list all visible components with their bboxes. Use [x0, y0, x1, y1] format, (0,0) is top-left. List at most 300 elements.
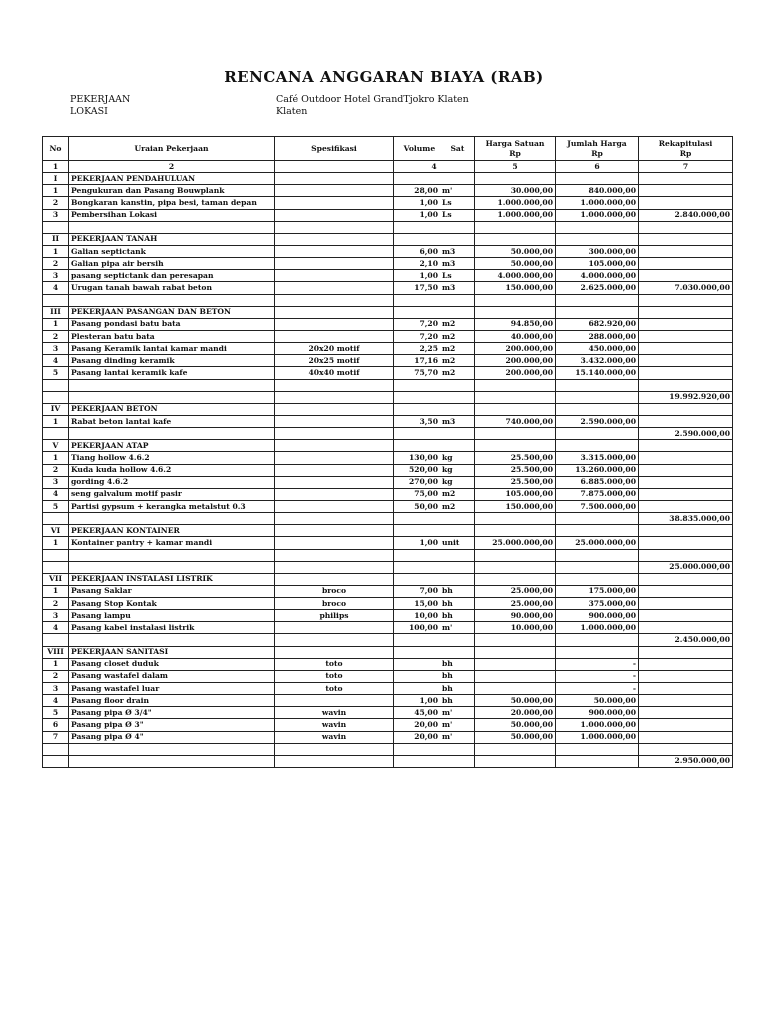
row-specification [275, 755, 394, 767]
table-row [43, 343, 733, 355]
row-description: Plesteran batu bata [69, 330, 275, 342]
row-volume [396, 671, 438, 681]
row-recap [639, 622, 733, 634]
row-volume: 100,00 [408, 622, 438, 632]
row-total-price: 175.000,00 [556, 585, 639, 597]
row-description: Pasang pipa Ø 4" [69, 731, 275, 743]
row-specification [275, 391, 394, 403]
row-volume-cell [394, 585, 475, 597]
row-no: 2 [43, 670, 69, 682]
row-recap [639, 185, 733, 197]
row-total-price [556, 403, 639, 415]
row-volume-cell [394, 537, 475, 549]
row-recap [639, 233, 733, 245]
row-description [69, 513, 275, 525]
header-rekap-unit: Rp [679, 148, 692, 158]
row-specification [275, 695, 394, 707]
row-no: 5 [43, 367, 69, 379]
row-no: 5 [43, 707, 69, 719]
row-volume-cell [394, 513, 475, 525]
row-unit-price: 50.000,00 [475, 731, 556, 743]
row-specification [275, 294, 394, 306]
table-row [43, 537, 733, 549]
row-unit-price: 50.000,00 [475, 695, 556, 707]
section-row [43, 525, 733, 537]
row-specification [275, 209, 394, 221]
table-row [43, 695, 733, 707]
row-volume: 1,00 [419, 695, 438, 705]
row-total-price: 450.000,00 [556, 343, 639, 355]
col-number: 2 [69, 161, 275, 173]
row-unit: bh [442, 598, 453, 608]
row-volume-cell [394, 294, 475, 306]
row-recap [639, 476, 733, 488]
row-no: VIII [43, 646, 69, 658]
table-row [43, 755, 733, 767]
row-volume-cell [394, 731, 475, 743]
header-rekap-label: Rekapitulasi [658, 138, 713, 148]
table-row [43, 561, 733, 573]
row-description: Partisi gypsum + kerangka metalstut 0.3 [69, 500, 275, 512]
header-jumlah-harga [556, 137, 639, 161]
row-unit: m' [442, 732, 453, 742]
row-volume: 2,10 [419, 258, 438, 268]
row-recap [639, 500, 733, 512]
row-volume-cell [394, 622, 475, 634]
table-row [43, 355, 733, 367]
row-specification [275, 561, 394, 573]
table-row [43, 731, 733, 743]
row-no: 3 [43, 683, 69, 695]
row-volume-cell [394, 440, 475, 452]
row-no: 3 [43, 476, 69, 488]
row-recap: 7.030.000,00 [639, 282, 733, 294]
row-specification [275, 185, 394, 197]
row-unit-price [475, 221, 556, 233]
row-unit-price [475, 755, 556, 767]
header-jumlah-harga-unit: Rp [591, 148, 603, 158]
row-description: Bongkaran kanstin, pipa besi, taman depan [69, 197, 275, 209]
row-no: 3 [43, 270, 69, 282]
row-unit-price: 10.000,00 [475, 622, 556, 634]
row-total-price: 13.260.000,00 [556, 464, 639, 476]
row-no: IV [43, 403, 69, 415]
row-specification [275, 537, 394, 549]
row-volume: 7,20 [419, 331, 438, 341]
row-unit: m3 [442, 246, 456, 256]
row-total-price: 1.000.000,00 [556, 719, 639, 731]
table-row [43, 185, 733, 197]
row-no: 1 [43, 658, 69, 670]
row-unit-price: 25.500,00 [475, 452, 556, 464]
row-no [43, 221, 69, 233]
row-recap [639, 415, 733, 427]
row-recap [639, 403, 733, 415]
row-description: Tiang hollow 4.6.2 [69, 452, 275, 464]
row-recap [639, 707, 733, 719]
row-recap [639, 670, 733, 682]
page-title: RENCANA ANGGARAN BIAYA (RAB) [224, 68, 544, 86]
row-volume-cell [394, 258, 475, 270]
row-specification [275, 573, 394, 585]
row-no: 4 [43, 488, 69, 500]
row-total-price: - [556, 658, 639, 670]
row-specification [275, 440, 394, 452]
row-volume: 2,25 [419, 343, 438, 353]
row-unit-price: 200.000,00 [475, 343, 556, 355]
row-volume: 1,00 [419, 210, 438, 220]
row-specification [275, 318, 394, 330]
row-volume: 3,50 [419, 416, 438, 426]
row-no: 3 [43, 343, 69, 355]
row-total-price: 840.000,00 [556, 185, 639, 197]
row-unit-price: 1.000.000,00 [475, 209, 556, 221]
row-volume: 17,50 [414, 282, 438, 292]
row-volume-cell [394, 379, 475, 391]
row-volume: 1,00 [419, 270, 438, 280]
row-recap [639, 173, 733, 185]
row-total-price [556, 755, 639, 767]
row-unit: kg [442, 477, 453, 487]
row-specification: wavin [275, 719, 394, 731]
row-specification: wavin [275, 731, 394, 743]
row-specification: broco [275, 598, 394, 610]
row-specification: philips [275, 610, 394, 622]
row-volume-cell [394, 306, 475, 318]
row-total-price: 6.885.000,00 [556, 476, 639, 488]
col-number: 7 [639, 161, 733, 173]
row-volume-cell [394, 185, 475, 197]
row-recap [639, 658, 733, 670]
row-total-price: 3.432.000,00 [556, 355, 639, 367]
row-recap [639, 452, 733, 464]
table-row [43, 367, 733, 379]
header-jumlah-harga-label: Jumlah Harga [567, 138, 627, 148]
table-row [43, 318, 733, 330]
row-description [69, 634, 275, 646]
row-specification [275, 306, 394, 318]
table-row [43, 743, 733, 755]
row-total-price [556, 440, 639, 452]
row-volume: 45,00 [414, 707, 438, 717]
row-specification [275, 646, 394, 658]
row-volume: 17,16 [414, 355, 438, 365]
row-specification [275, 525, 394, 537]
row-unit-price: 150.000,00 [475, 282, 556, 294]
row-volume-cell [394, 197, 475, 209]
row-total-price: 375.000,00 [556, 598, 639, 610]
row-volume-cell [394, 658, 475, 670]
row-recap [639, 488, 733, 500]
row-volume-cell [394, 173, 475, 185]
row-volume-cell [394, 525, 475, 537]
row-no: 6 [43, 719, 69, 731]
row-unit: m3 [442, 258, 456, 268]
row-specification [275, 464, 394, 476]
table-row [43, 428, 733, 440]
row-recap [639, 306, 733, 318]
row-volume: 75,00 [414, 489, 438, 499]
row-total-price: 2.590.000,00 [556, 415, 639, 427]
row-unit-price [475, 743, 556, 755]
row-volume-cell [394, 743, 475, 755]
row-description [69, 428, 275, 440]
row-volume-cell [394, 707, 475, 719]
row-total-price: 3.315.000,00 [556, 452, 639, 464]
row-total-price [556, 573, 639, 585]
row-specification [275, 549, 394, 561]
table-row [43, 513, 733, 525]
table-row [43, 658, 733, 670]
table-row [43, 258, 733, 270]
row-unit-price [475, 525, 556, 537]
row-volume-cell [394, 695, 475, 707]
row-no: 5 [43, 500, 69, 512]
row-unit-price: 25.000,00 [475, 598, 556, 610]
row-recap [639, 719, 733, 731]
row-unit: m2 [442, 489, 456, 499]
row-recap [639, 270, 733, 282]
row-total-price [556, 306, 639, 318]
row-unit-price: 90.000,00 [475, 610, 556, 622]
row-unit: bh [442, 695, 453, 705]
table-row [43, 622, 733, 634]
row-no [43, 549, 69, 561]
row-no: 1 [43, 452, 69, 464]
row-recap [639, 343, 733, 355]
row-description: Galian septictank [69, 245, 275, 257]
row-volume: 520,00 [408, 465, 438, 475]
row-specification [275, 330, 394, 342]
row-recap [639, 221, 733, 233]
row-unit: bh [442, 683, 453, 693]
row-recap [639, 695, 733, 707]
row-volume-cell [394, 355, 475, 367]
row-no: 4 [43, 695, 69, 707]
row-unit-price: 50.000,00 [475, 258, 556, 270]
row-total-price [556, 646, 639, 658]
row-description: Pembersihan Lokasi [69, 209, 275, 221]
table-row [43, 330, 733, 342]
row-unit-price [475, 513, 556, 525]
row-volume: 1,00 [419, 537, 438, 547]
table-row [43, 719, 733, 731]
row-total-price [556, 513, 639, 525]
row-unit: m3 [442, 416, 456, 426]
row-description: Pasang Saklar [69, 585, 275, 597]
row-total-price: - [556, 670, 639, 682]
table-row [43, 379, 733, 391]
row-unit-price: 200.000,00 [475, 355, 556, 367]
row-unit: kg [442, 452, 453, 462]
row-unit-price [475, 306, 556, 318]
row-no: 3 [43, 610, 69, 622]
row-unit: m2 [442, 343, 456, 353]
row-volume [396, 684, 438, 694]
table-row [43, 415, 733, 427]
row-no: 1 [43, 585, 69, 597]
col-number: 4 [394, 161, 475, 173]
row-description: Pasang dinding keramik [69, 355, 275, 367]
row-description: Urugan tanah bawah rabat beton [69, 282, 275, 294]
row-description [69, 561, 275, 573]
table-row [43, 452, 733, 464]
lokasi-value: Klaten [276, 106, 308, 117]
row-unit: unit [442, 537, 460, 547]
row-no [43, 634, 69, 646]
row-no: VI [43, 525, 69, 537]
row-recap [639, 294, 733, 306]
row-description: Pasang kabel instalasi listrik [69, 622, 275, 634]
row-total-price [556, 173, 639, 185]
col-number: 6 [556, 161, 639, 173]
row-description [69, 294, 275, 306]
row-volume: 270,00 [408, 477, 438, 487]
row-description: Kuda kuda hollow 4.6.2 [69, 464, 275, 476]
header-harga-satuan [475, 137, 556, 161]
row-description [69, 549, 275, 561]
table-row [43, 683, 733, 695]
row-no [43, 513, 69, 525]
header-harga-satuan-label: Harga Satuan [485, 138, 545, 148]
row-recap [639, 743, 733, 755]
row-unit: m3 [442, 282, 456, 292]
row-volume-cell [394, 403, 475, 415]
row-unit: Ls [442, 197, 452, 207]
row-volume-cell [394, 500, 475, 512]
table-row [43, 500, 733, 512]
row-specification [275, 488, 394, 500]
row-volume: 28,00 [414, 185, 438, 195]
row-no: 1 [43, 537, 69, 549]
row-total-price: 7.875.000,00 [556, 488, 639, 500]
row-volume: 20,00 [414, 732, 438, 742]
row-unit-price [475, 670, 556, 682]
row-recap [639, 537, 733, 549]
row-volume-cell [394, 719, 475, 731]
row-volume-cell [394, 683, 475, 695]
row-description: Pasang lantai keramik kafe [69, 367, 275, 379]
row-description: Pasang wastafel dalam [69, 670, 275, 682]
row-total-price [556, 743, 639, 755]
row-no: 2 [43, 197, 69, 209]
row-recap [639, 440, 733, 452]
row-unit-price [475, 634, 556, 646]
row-volume-cell [394, 573, 475, 585]
row-specification: toto [275, 683, 394, 695]
row-description: PEKERJAAN BETON [69, 403, 275, 415]
row-volume-cell [394, 488, 475, 500]
row-no [43, 294, 69, 306]
row-unit: bh [442, 586, 453, 596]
row-volume: 10,00 [414, 610, 438, 620]
row-volume: 75,70 [414, 367, 438, 377]
row-description: PEKERJAAN KONTAINER [69, 525, 275, 537]
row-recap [639, 258, 733, 270]
row-no: I [43, 173, 69, 185]
pekerjaan-label: PEKERJAAN [70, 94, 131, 105]
row-total-price [556, 634, 639, 646]
row-unit: bh [442, 610, 453, 620]
row-no: 4 [43, 622, 69, 634]
row-unit: m' [442, 720, 453, 730]
row-unit: bh [442, 671, 453, 681]
col-number [275, 161, 394, 173]
row-specification [275, 282, 394, 294]
row-no: 3 [43, 209, 69, 221]
row-volume-cell [394, 549, 475, 561]
row-volume: 50,00 [414, 501, 438, 511]
row-total-price: 300.000,00 [556, 245, 639, 257]
row-specification: toto [275, 658, 394, 670]
row-total-price [556, 561, 639, 573]
row-volume-cell [394, 233, 475, 245]
row-unit-price: 50.000,00 [475, 245, 556, 257]
row-unit-price: 150.000,00 [475, 500, 556, 512]
row-volume [396, 659, 438, 669]
row-unit: m' [442, 622, 453, 632]
row-volume: 1,00 [419, 197, 438, 207]
col-number: 5 [475, 161, 556, 173]
row-volume-cell [394, 221, 475, 233]
row-description: gording 4.6.2 [69, 476, 275, 488]
row-total-price: 7.500.000,00 [556, 500, 639, 512]
row-recap [639, 731, 733, 743]
lokasi-label: LOKASI [70, 106, 108, 117]
table-row [43, 270, 733, 282]
row-volume: 7,20 [419, 319, 438, 329]
row-recap [639, 549, 733, 561]
section-row [43, 573, 733, 585]
row-unit-price [475, 549, 556, 561]
row-recap [639, 367, 733, 379]
row-unit: m' [442, 707, 453, 717]
row-recap [639, 318, 733, 330]
row-unit-price [475, 403, 556, 415]
row-no: 1 [43, 245, 69, 257]
row-description: PEKERJAAN INSTALASI LISTRIK [69, 573, 275, 585]
row-recap [639, 610, 733, 622]
table-row [43, 598, 733, 610]
row-total-price [556, 525, 639, 537]
row-specification [275, 428, 394, 440]
row-total-price: 105.000,00 [556, 258, 639, 270]
row-unit: m2 [442, 355, 456, 365]
row-description: Pasang pondasi batu bata [69, 318, 275, 330]
row-no: 4 [43, 355, 69, 367]
row-unit: m2 [442, 501, 456, 511]
header-volume: Volume [403, 143, 436, 153]
row-specification [275, 221, 394, 233]
row-recap [639, 525, 733, 537]
row-description: Pasang Keramik lantai kamar mandi [69, 343, 275, 355]
row-unit-price: 25.000.000,00 [475, 537, 556, 549]
table-row [43, 610, 733, 622]
row-unit: bh [442, 659, 453, 669]
row-recap: 38.835.000,00 [639, 513, 733, 525]
table-row [43, 634, 733, 646]
row-specification [275, 245, 394, 257]
row-recap: 2.590.000,00 [639, 428, 733, 440]
row-specification: 20x25 motif [275, 355, 394, 367]
row-specification [275, 415, 394, 427]
section-row [43, 646, 733, 658]
row-no: III [43, 306, 69, 318]
row-total-price: 288.000,00 [556, 330, 639, 342]
row-total-price: 50.000,00 [556, 695, 639, 707]
row-unit-price [475, 440, 556, 452]
row-unit-price: 25.500,00 [475, 476, 556, 488]
